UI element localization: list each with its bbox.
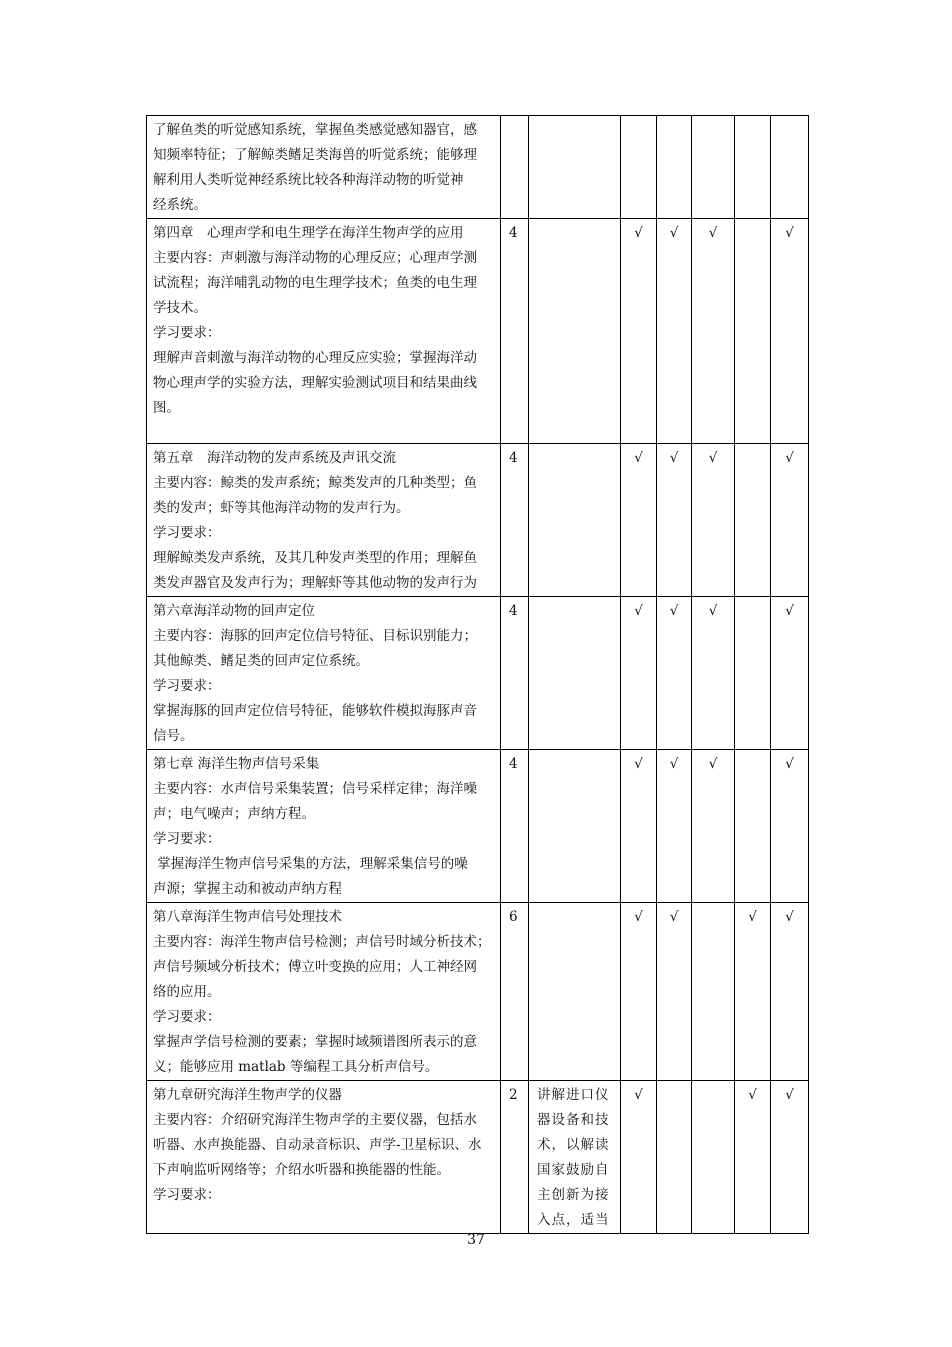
objective-check-cell: √ (657, 597, 692, 750)
objective-check-cell: √ (621, 1081, 657, 1234)
objective-check-cell: √ (692, 219, 735, 444)
objective-check-cell (735, 116, 771, 219)
table-row (147, 219, 809, 444)
content-line: 第八章海洋生物声信号处理技术 (153, 909, 342, 925)
objective-check-cell (657, 1081, 692, 1234)
syllabus-table-body (147, 116, 809, 1234)
objective-check-cell (621, 116, 657, 219)
teaching-method-cell (529, 219, 621, 444)
objective-check-cell: √ (621, 597, 657, 750)
content-line: 学习要求： (153, 1009, 221, 1025)
content-line: 第四章 心理声学和电生理学在海洋生物声学的应用 (153, 225, 464, 241)
method-line: 国家鼓励自 (537, 1162, 610, 1178)
teaching-method-cell (529, 903, 621, 1081)
hours-cell: 4 (501, 597, 529, 750)
objective-check-cell (692, 116, 735, 219)
objective-check-cell: √ (621, 903, 657, 1081)
teaching-method-cell (529, 1081, 621, 1234)
content-line: 主要内容：海洋生物声信号检测；声信号时域分析技术； (153, 934, 491, 950)
method-line: 入点，适当 (537, 1212, 610, 1228)
chapter-content-cell (147, 116, 501, 219)
objective-check-cell: √ (621, 219, 657, 444)
content-line: 了解鱼类的听觉感知系统，掌握鱼类感觉感知器官，感 (153, 122, 477, 138)
teaching-method-cell (529, 444, 621, 597)
hours-cell: 4 (501, 219, 529, 444)
chapter-content-cell (147, 903, 501, 1081)
objective-check-cell: √ (657, 444, 692, 597)
content-line: 学技术。 (153, 300, 207, 316)
content-line: 掌握海豚的回声定位信号特征，能够软件模拟海豚声音 (153, 703, 477, 719)
content-line: 其他鲸类、鳍足类的回声定位系统。 (153, 653, 369, 669)
content-line: 声源；掌握主动和被动声纳方程 (153, 881, 342, 897)
content-line: 络的应用。 (153, 984, 221, 1000)
content-line: 主要内容：鲸类的发声系统；鲸类发声的几种类型；鱼 (153, 475, 477, 491)
content-line: 第六章海洋动物的回声定位 (153, 603, 315, 619)
content-line: 理解鲸类发声系统，及其几种发声类型的作用；理解鱼 (153, 550, 477, 566)
objective-check-cell: √ (657, 219, 692, 444)
objective-check-cell (735, 444, 771, 597)
table-row (147, 1081, 809, 1234)
table-row (147, 597, 809, 750)
content-line: 主要内容：声刺激与海洋动物的心理反应；心理声学测 (153, 250, 477, 266)
content-line: 经系统。 (153, 197, 207, 213)
objective-check-cell (735, 219, 771, 444)
content-line: 解利用人类听觉神经系统比较各种海洋动物的听觉神 (153, 172, 464, 188)
objective-check-cell: √ (771, 444, 809, 597)
method-line: 器设备和技 (537, 1112, 610, 1128)
objective-check-cell: √ (692, 444, 735, 597)
objective-check-cell: √ (621, 750, 657, 903)
content-line: 第七章 海洋生物声信号采集 (153, 756, 320, 772)
content-line: 学习要求： (153, 678, 221, 694)
objective-check-cell (771, 116, 809, 219)
page-number: 37 (467, 1232, 485, 1248)
content-line: 学习要求： (153, 1187, 221, 1203)
chapter-content-cell (147, 219, 501, 444)
content-line: 主要内容：海豚的回声定位信号特征、目标识别能力； (153, 628, 477, 644)
teaching-method-cell (529, 116, 621, 219)
objective-check-cell: √ (735, 903, 771, 1081)
content-line: 下声响监听网络等；介绍水听器和换能器的性能。 (153, 1162, 450, 1178)
content-line: 听器、水声换能器、自动录音标识、声学-卫星标识、水 (153, 1137, 482, 1153)
chapter-content-cell (147, 597, 501, 750)
method-line: 术，以解读 (537, 1137, 610, 1153)
content-line: 第九章研究海洋生物声学的仪器 (153, 1087, 342, 1103)
method-line: 讲解进口仪 (537, 1087, 610, 1103)
objective-check-cell: √ (771, 750, 809, 903)
objective-check-cell (692, 903, 735, 1081)
hours-cell: 4 (501, 444, 529, 597)
content-line: 类发声器官及发声行为；理解虾等其他动物的发声行为 (153, 575, 477, 591)
table-row (147, 444, 809, 597)
objective-check-cell (735, 750, 771, 903)
objective-check-cell: √ (771, 597, 809, 750)
content-line: 图。 (153, 400, 180, 416)
content-line: 声；电气噪声；声纳方程。 (153, 806, 315, 822)
objective-check-cell (735, 597, 771, 750)
hours-cell (501, 116, 529, 219)
content-line: 主要内容：介绍研究海洋生物声学的主要仪器，包括水 (153, 1112, 477, 1128)
objective-check-cell: √ (735, 1081, 771, 1234)
content-line: 学习要求： (153, 325, 221, 341)
teaching-method-cell (529, 750, 621, 903)
objective-check-cell: √ (621, 444, 657, 597)
content-line: 学习要求： (153, 831, 221, 847)
content-line: 掌握声学信号检测的要素；掌握时域频谱图所表示的意 (153, 1034, 477, 1050)
content-line: 物心理声学的实验方法，理解实验测试项目和结果曲线 (153, 375, 477, 391)
content-line: 第五章 海洋动物的发声系统及声讯交流 (153, 450, 396, 466)
content-line: 义；能够应用 matlab 等编程工具分析声信号。 (153, 1059, 439, 1075)
objective-check-cell: √ (771, 903, 809, 1081)
content-line: 信号。 (153, 728, 194, 744)
table-row (147, 750, 809, 903)
chapter-content-cell (147, 444, 501, 597)
method-line: 主创新为接 (537, 1187, 610, 1203)
hours-cell: 4 (501, 750, 529, 903)
content-line: 理解声音刺激与海洋动物的心理反应实验；掌握海洋动 (153, 350, 477, 366)
objective-check-cell (657, 116, 692, 219)
objective-check-cell: √ (771, 219, 809, 444)
objective-check-cell: √ (771, 1081, 809, 1234)
objective-check-cell: √ (657, 750, 692, 903)
content-line: 知频率特征；了解鲸类鳍足类海兽的听觉系统；能够理 (153, 147, 477, 163)
content-line: 声信号频域分析技术；傅立叶变换的应用；人工神经网 (153, 959, 477, 975)
objective-check-cell: √ (657, 903, 692, 1081)
table-row (147, 903, 809, 1081)
content-line: 掌握海洋生物声信号采集的方法，理解采集信号的噪 (153, 856, 468, 872)
content-line: 学习要求： (153, 525, 221, 541)
content-line: 主要内容：水声信号采集装置；信号采样定律；海洋噪 (153, 781, 477, 797)
chapter-content-cell (147, 750, 501, 903)
objective-check-cell: √ (692, 597, 735, 750)
teaching-method-cell (529, 597, 621, 750)
table-row (147, 116, 809, 219)
objective-check-cell: √ (692, 750, 735, 903)
hours-cell: 6 (501, 903, 529, 1081)
content-line: 类的发声；虾等其他海洋动物的发声行为。 (153, 500, 410, 516)
chapter-content-cell (147, 1081, 501, 1234)
objective-check-cell (692, 1081, 735, 1234)
content-line: 试流程；海洋哺乳动物的电生理学技术；鱼类的电生理 (153, 275, 477, 291)
hours-cell: 2 (501, 1081, 529, 1234)
syllabus-table (146, 115, 809, 1234)
